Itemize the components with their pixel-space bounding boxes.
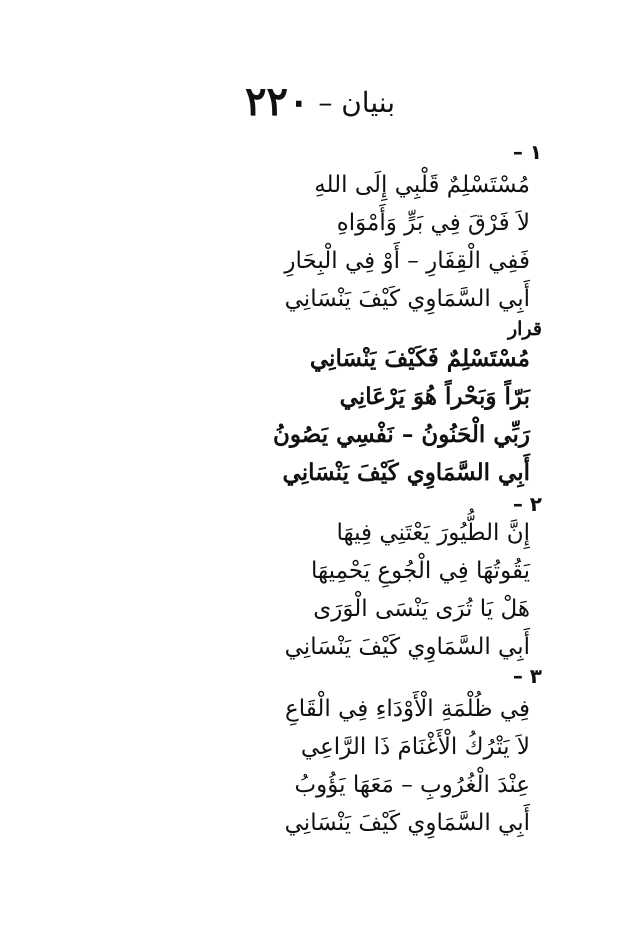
title-word: بنيان	[341, 86, 396, 119]
chorus-line-4: أَبِي السَّمَاوِي كَيْفَ يَنْسَانِي	[282, 459, 530, 486]
verse-1-line-1: مُسْتَسْلِمٌ قَلْبِي إِلَى اللهِ	[314, 172, 530, 198]
verse-1-line-3: فَفِي الْقِفَارِ – أَوْ فِي الْبِحَارِ	[284, 248, 530, 274]
chorus-line-2: بَرّاً وَبَحْراً هُوَ يَرْعَانِي	[339, 383, 530, 410]
verse-3-line-1: فِي ظُلْمَةِ الْأَوْدَاءِ فِي الْقَاعِ	[285, 696, 530, 722]
hymn-number: ٢٢٠	[244, 78, 310, 125]
verse-3-line-4: أَبِي السَّمَاوِي كَيْفَ يَنْسَانِي	[284, 810, 530, 836]
verse-3-marker: ٣ –	[512, 664, 542, 688]
verse-1-line-2: لاَ فَرْقَ فِي بَرٍّ وَأَمْوَاهِ	[336, 210, 530, 236]
verse-2-line-4: أَبِي السَّمَاوِي كَيْفَ يَنْسَانِي	[284, 634, 530, 660]
verse-2-line-1: إِنَّ الطُّيُورَ يَعْتَنِي فِيهَا	[336, 520, 530, 546]
verse-3-line-3: عِنْدَ الْغُرُوبِ – مَعَهَا يَؤُوبُ	[294, 772, 530, 798]
title-separator: –	[318, 86, 333, 119]
chorus-line-3: رَبِّي الْحَنُونُ – نَفْسِي يَصُونُ	[272, 421, 530, 448]
verse-3-line-2: لاَ يَتْرُكُ الْأَغْنَامَ ذَا الرَّاعِي	[300, 734, 530, 760]
verse-1-line-4: أَبِي السَّمَاوِي كَيْفَ يَنْسَانِي	[284, 286, 530, 312]
page-title	[0, 78, 640, 125]
chorus-label: قرار	[507, 318, 542, 340]
verse-1-marker: ١ –	[512, 140, 542, 164]
chorus-line-1: مُسْتَسْلِمٌ فَكَيْفَ يَنْسَانِي	[309, 345, 530, 372]
verse-2-line-2: يَقُوتُهَا فِي الْجُوعِ يَحْمِيهَا	[311, 558, 530, 584]
verse-2-marker: ٢ –	[512, 492, 542, 516]
verse-2-line-3: هَلْ يَا تُرَى يَنْسَى الْوَرَى	[313, 596, 530, 622]
